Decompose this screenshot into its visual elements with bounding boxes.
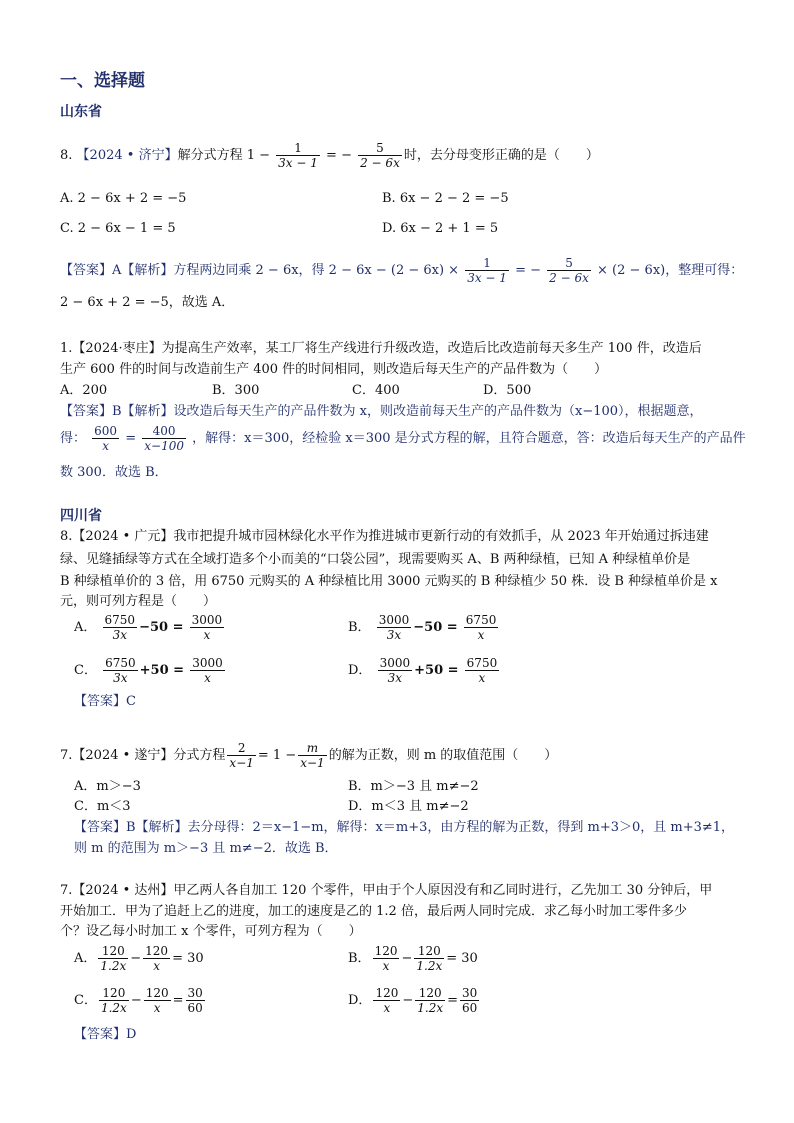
- q1-stem-a: 解分式方程: [177, 148, 243, 163]
- q5-a-n1: 120: [98, 944, 128, 959]
- q1-answer-line1: [60, 256, 743, 285]
- q2-f1-num: 600: [94, 424, 118, 438]
- q5-d-d1: x: [383, 1001, 391, 1015]
- q3-a-op: −50 =: [139, 620, 184, 635]
- q5-d-eq: =: [447, 993, 459, 1008]
- q3-b-frac1: [377, 613, 412, 642]
- q3-a-d1: 3x: [112, 628, 127, 642]
- q5-c-n2: 120: [145, 986, 169, 1000]
- q3-d-frac2: [465, 656, 500, 685]
- q3-b-d1: 3x: [386, 628, 402, 642]
- q2-answer-line3: 数 300．故选 B．: [60, 465, 168, 480]
- q4-f2d: x−1: [300, 756, 325, 770]
- q1-eq-mid: = −: [326, 148, 352, 163]
- q4-option-d: D．m＜3 且 m≠−2: [348, 799, 469, 814]
- q5-b-rhs: = 30: [446, 951, 478, 966]
- q3-b-n2: 6750: [465, 613, 497, 627]
- q1-stem: [60, 141, 599, 170]
- q2-stem-line2: 生产 600 件的时间与改造前生产 400 件的时间相同，则改造后每天生产的产品件数为（ ）: [60, 362, 608, 377]
- q5-c-n1: 120: [99, 986, 129, 1001]
- q1-ans-f2-num: 5: [547, 256, 591, 271]
- q2-eq: =: [125, 431, 137, 446]
- q1-number: 8.: [60, 148, 77, 163]
- q5-a-rhs: = 30: [172, 951, 204, 966]
- q5-option-a: [74, 944, 204, 973]
- q3-c-label: C．: [74, 663, 97, 678]
- q3-d-label: D．: [348, 663, 372, 678]
- q3-d-n2: 6750: [466, 656, 498, 670]
- q5-d-n2: 120: [415, 986, 445, 1001]
- q3-stem-line4: 元，则可列方程是（ ）: [60, 594, 217, 609]
- q1-option-c: C. 2 − 6x − 1 = 5: [60, 221, 176, 236]
- q4-frac1: [227, 741, 255, 770]
- q1-stem-b: 时，去分母变形正确的是（ ）: [403, 148, 599, 163]
- q1-eq-one: 1 −: [246, 148, 271, 163]
- q5-c-n3: 30: [187, 986, 203, 1000]
- q2-fraction-2: [142, 424, 186, 453]
- q2-stem-line1: 1.【2024·枣庄】为提高生产效率，某工厂将生产线进行升级改造，改造后比改造前每天多生产 100 件，改造后: [60, 341, 702, 356]
- q5-a-frac1: [98, 944, 128, 973]
- q5-d-frac1: [373, 986, 400, 1015]
- province-heading-shandong: 山东省: [60, 104, 102, 120]
- q1-f2-num: 5: [358, 141, 402, 156]
- q3-d-d2: x: [478, 671, 486, 685]
- q5-stem-line2: 开始加工．甲为了追赶上乙的进度，加工的速度是乙的 1.2 倍，最后两人同时完成．求乙每小时加工零件多少: [60, 904, 687, 919]
- q4-option-a: A．m＞−3: [74, 779, 141, 794]
- q5-b-n2: 120: [414, 944, 444, 959]
- q3-c-op: +50 =: [139, 663, 185, 678]
- q2-answer-line2: [60, 424, 746, 453]
- section-title: 一、选择题: [60, 71, 145, 91]
- q5-c-d3: 60: [187, 1001, 203, 1015]
- q5-option-c: [74, 986, 207, 1015]
- q3-d-frac1: [378, 656, 413, 685]
- q1-answer-b: = −: [515, 263, 542, 278]
- q3-option-a: [74, 613, 226, 642]
- q5-d-frac3: [460, 986, 479, 1015]
- q5-d-n3: 30: [462, 986, 478, 1000]
- q3-c-frac1: [103, 656, 138, 685]
- q4-option-c: C．m＜3: [74, 799, 131, 814]
- q5-a-label: A．: [74, 951, 97, 966]
- q5-option-b: [348, 944, 478, 973]
- q3-stem-line1: 8.【2024 • 广元】我市把提升城市园林绿化水平作为推进城市更新行动的有效抓手，从 2023 年开始通过拆违建: [60, 529, 709, 544]
- q1-answer-line2: 2 − 6x + 2 = −5，故选 A．: [60, 295, 235, 310]
- q5-c-d1: 1.2x: [100, 1001, 127, 1015]
- q3-c-n1: 6750: [105, 656, 136, 670]
- q5-d-d3: 60: [462, 1001, 478, 1015]
- q2-answer-line1: 【答案】B【解析】设改造后每天生产的产品件数为 x，则改造前每天生产的产品件数为（x−100），根据题意，: [60, 404, 703, 419]
- q4-stem: [60, 741, 557, 770]
- q4-answer-line1: 【答案】B【解析】去分母得：2＝x−1−m，解得：x＝m+3，由方程的解为正数，得到 m+3＞0，且 m+3≠1，: [74, 820, 735, 835]
- q3-d-n1: 3000: [379, 656, 411, 670]
- q4-option-b: B．m＞−3 且 m≠−2: [348, 779, 479, 794]
- q3-a-n1: 6750: [104, 613, 136, 627]
- q5-b-frac2: [414, 944, 444, 973]
- q5-b-d1: x: [382, 959, 390, 973]
- q5-c-frac3: [186, 986, 205, 1015]
- q3-b-n1: 3000: [378, 613, 410, 627]
- q3-stem-line2: 绿、见缝插绿等方式在全域打造多个小而美的“口袋公园”，现需要购买 A、B 两种绿植，已知 A 种绿植单价是: [60, 552, 691, 567]
- q1-fraction-2: [358, 141, 402, 170]
- q3-option-b: [348, 613, 500, 642]
- q5-b-n1: 120: [374, 944, 398, 958]
- q4-prefix: 7.【2024 • 遂宁】分式方程: [60, 748, 226, 763]
- q3-b-d2: x: [477, 628, 485, 642]
- q1-option-b: B. 6x − 2 − 2 = −5: [382, 191, 509, 206]
- q1-option-d: D. 6x − 2 + 1 = 5: [382, 221, 499, 236]
- q5-c-op: −: [130, 993, 142, 1008]
- q2-option-d: D．500: [483, 383, 532, 398]
- q3-stem-line3: B 种绿植单价的 3 倍，用 6750 元购买的 A 种绿植比用 3000 元购买的 B 种绿植少 50 株．设 B 种绿植单价是 x: [60, 574, 718, 589]
- q4-f1n: 2: [227, 741, 255, 756]
- q3-d-op: +50 =: [414, 663, 459, 678]
- q5-d-d2: 1.2x: [417, 1001, 444, 1015]
- q5-b-op: −: [401, 951, 413, 966]
- q3-a-n2: 3000: [191, 613, 223, 627]
- q2-option-c: C．400: [352, 383, 400, 398]
- q3-option-c: [74, 656, 227, 685]
- q3-b-op: −50 =: [413, 620, 458, 635]
- q5-d-n1: 120: [375, 986, 399, 1000]
- q1-option-a: A. 2 − 6x + 2 = −5: [60, 191, 187, 206]
- q2-fraction-1: [92, 424, 119, 453]
- q5-c-label: C．: [74, 993, 97, 1008]
- q5-c-d2: x: [153, 1001, 161, 1015]
- q4-f1d: x−1: [229, 756, 254, 770]
- q5-c-frac1: [99, 986, 129, 1015]
- q2-answer-a: 得：: [60, 431, 87, 446]
- q2-f2-den: x−100: [144, 439, 184, 453]
- q3-option-d: [348, 656, 501, 685]
- q1-f1-num: 1: [276, 141, 320, 156]
- q5-b-frac1: [373, 944, 400, 973]
- q1-answer-c: × (2 − 6x)，整理可得：: [597, 263, 744, 278]
- q2-answer-b: ，解得：x＝300，经检验 x＝300 是分式方程的解，且符合题意，答：改造后每天生产的产品件: [192, 431, 746, 446]
- q5-option-d: [348, 986, 481, 1015]
- q1-f2-den: 2 − 6x: [360, 156, 400, 170]
- q4-suffix: 的解为正数，则 m 的取值范围（ ）: [328, 748, 558, 763]
- q5-d-label: D．: [348, 993, 372, 1008]
- q5-d-frac2: [415, 986, 445, 1015]
- q5-a-op: −: [130, 951, 142, 966]
- q1-answer-fraction-2: [547, 256, 591, 285]
- q1-fraction-1: [276, 141, 320, 170]
- q4-mid: = 1 −: [257, 748, 297, 763]
- q3-a-d2: x: [203, 628, 211, 642]
- q5-a-d1: 1.2x: [100, 959, 127, 973]
- q3-c-d2: x: [204, 671, 211, 685]
- q1-source-tag: 【2024 • 济宁】: [76, 148, 178, 163]
- q5-b-d2: 1.2x: [416, 959, 443, 973]
- q1-ans-f1-num: 1: [465, 256, 509, 271]
- q5-b-label: B．: [348, 951, 371, 966]
- q5-c-eq: =: [172, 993, 184, 1008]
- q1-ans-f2-den: 2 − 6x: [549, 271, 589, 285]
- q5-a-n2: 120: [145, 944, 169, 958]
- q3-c-d1: 3x: [113, 671, 128, 685]
- q2-f2-num: 400: [142, 424, 186, 439]
- q4-f2n: m: [298, 741, 326, 756]
- q5-c-frac2: [144, 986, 171, 1015]
- q5-answer: 【答案】D: [74, 1027, 137, 1042]
- q3-a-frac1: [103, 613, 138, 642]
- q1-f1-den: 3x − 1: [278, 156, 318, 170]
- q4-frac2: [298, 741, 326, 770]
- q3-answer: 【答案】C: [74, 694, 136, 709]
- q3-a-frac2: [190, 613, 225, 642]
- q3-b-frac2: [464, 613, 499, 642]
- q5-a-frac2: [143, 944, 170, 973]
- q1-answer-fraction-1: [465, 256, 509, 285]
- q4-answer-line2: 则 m 的范围为 m＞−3 且 m≠−2．故选 B．: [74, 841, 338, 856]
- q3-c-frac2: [190, 656, 225, 685]
- q3-d-d1: 3x: [387, 671, 403, 685]
- province-heading-sichuan: 四川省: [60, 508, 102, 524]
- q5-d-op: −: [402, 993, 414, 1008]
- q3-b-label: B．: [348, 620, 371, 635]
- q1-ans-f1-den: 3x − 1: [467, 271, 507, 285]
- q1-answer-a: 【答案】A【解析】方程两边同乘 2 − 6x，得 2 − 6x − (2 − 6x) ×: [60, 263, 460, 278]
- q3-c-n2: 3000: [192, 656, 223, 670]
- q3-a-label: A．: [74, 620, 97, 635]
- q5-a-d2: x: [153, 959, 160, 973]
- q5-stem-line3: 个？设乙每小时加工 x 个零件，可列方程为（ ）: [60, 924, 362, 939]
- q2-option-a: A．200: [60, 383, 108, 398]
- q2-option-b: B．300: [212, 383, 260, 398]
- q5-stem-line1: 7.【2024 • 达州】甲乙两人各自加工 120 个零件，甲由于个人原因没有和乙同时进行，乙先加工 30 分钟后，甲: [60, 883, 713, 898]
- q2-f1-den: x: [102, 439, 109, 453]
